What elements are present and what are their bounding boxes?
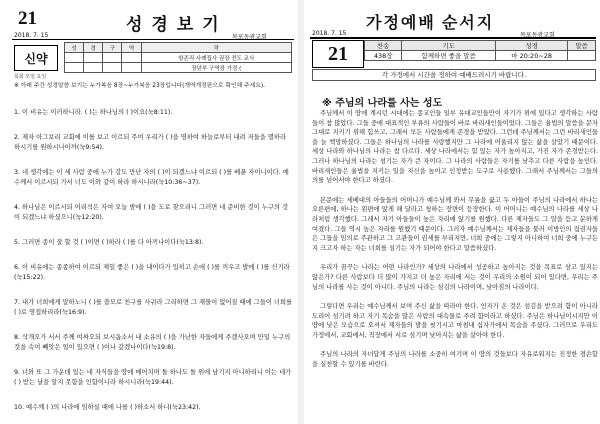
header-rule [310,37,596,39]
sermon-paragraph: 본문에는 세베대의 아들들의 어머니가 예수님께 와서 무릎을 꿇고 두 아들이 주님의 나라에서 하나는 오른편에, 하나는 왼편에 앉게 해 달라고 청하는 장면이 등장한다. 이 어머니는 예수님의 나라를 세상 나라처럼 생각했다. 그래서 자기 아들들이 높은 자리에 앉기를 원했다. 다른 제자들도 그 말을 듣고 분하게 여겼다. 그들 역시 높은 자리를 원했기 때문이다. 그러자 예수님께서는 제자들을 불러 이방인의 집권자들은 그들을 임의로 주관하고 그 고관들이 권세를 부리지만, 너희 중에는 그렇지 아니하여 너희 중에 누구든지 크고자 하는 자는 너희를 섬기는 자가 되어야 한다고 말씀하셨다. [312,196,598,252]
testament-label: 신약 [14,45,58,71]
question-item: 3. 네 생각에는 이 세 사람 중에 누가 강도 만난 자의 ( )이 되겠느냐 이르되 ( )를 베푼 자이니이다. 예수께서 이르시되 가서 너도 이와 같이 하라 하시니라(눅10:36~37). [14,169,289,186]
sermon-paragraph: 우리가 꿈꾸는 나라는 어떤 나라인가? 세상의 나라에서 성공하고 높아지는 것을 목표로 삼고 있지는 않은가? 다른 사람보다 더 많이 가지고 더 높은 자리에 서는 것이 우리의 소원이 되어 있다면, 우리는 주님의 나라를 사는 것이 아니다. 주님의 나라는 섬김의 나라이며, 낮아짐의 나라이다. [312,264,598,291]
question-item: 5. 그러면 종이 잘 할 것 ( )이면 ( )하라 ( )를 다 아끼나이다(눅13:8). [14,239,204,246]
schedule-table [64,42,292,73]
schedule-cell: 장년부 구역장 가정 ( [141,63,291,73]
schedule-note: 목회 모임 요일 [14,74,47,80]
schedule-cell [103,63,122,73]
schedule-cell [65,53,84,63]
order-cell [568,51,596,61]
family-worship-page [306,0,600,424]
page-title: 가정예배 순서지 [366,15,495,32]
question-item: 4. 하나님은 이르시되 어리석은 자여 오늘 밤에 ( )을 도로 찾으리니 그러면 네 준비한 것이 누구의 것이 되겠느냐 하셨으니(눅12:20). [14,204,289,221]
instructions: ※ 아래 주간 성경말씀 보기는 누가복음 8장~누가복음 23장입니다(개역개정판으로 확인해 주세요). [14,83,265,89]
order-cell: 마 20:20~28 [496,51,568,61]
schedule-cell [84,53,103,63]
table-row [65,63,292,73]
question-item: 7. 내가 너희에게 말하노니 ( )를 쓸모로 친구를 사귀라 그리하면 그 재물이 없어질 때에 그들이 너희를 ( )로 영접하리라(눅16:9). [14,299,293,316]
schedule-cell [122,53,141,63]
schedule-header-cell: 구 [103,43,122,53]
issue-number: 21 [18,8,37,29]
question-item: 2. 제자 아그보리 교회에 이를 보고 이르되 주여 우리가 ( )을 명하여 하늘로부터 내려 저들을 멸하라 하시기를 원하시나이까(눅9:54). [14,134,287,151]
issue-date: 2018. 7. 15 [14,32,49,39]
question-item: 1. 이 비유는 이러하니라. ( )는 하나님의 ( )이요(눅8:11). [14,109,173,116]
bible-reading-page [0,0,296,424]
sermon-body [312,109,598,380]
schedule-header-cell: 작 [141,43,291,53]
issue-date: 2018. 7. 15 [312,30,347,37]
schedule-header-cell: 경 [84,43,103,53]
question-list [14,108,294,424]
church-name: 목포동광교회 [520,32,555,39]
sermon-paragraph: 주님께서 이 땅에 계시던 시대에는 종교인들 일부 유대교인들만이 자기가 위에 있다고 생각하는 사람들이 참 많았다. 그들 중에 대표적인 부류의 사람들이 바로 바리새인들이었다. 그들은 율법의 말씀을 문자 그대로 지키기 위해 힘쓰고, 그래서 모든 사람들에게 존경을 받았다. 그런데 주님께서는 그런 바리새인들을 늘 책망하셨다. 그들은 하나님의 나라를 사랑했지만 그 나라에 어울리지 않는 삶을 살았기 때문이다. 세상 나라와 하나님의 나라는 참 다르다. 세상 나라에서는 힘 있는 자가 높아지고, 가진 자가 존경받는다. 그러나 하나님의 나라는 섬기는 자가 큰 자이다. 그 나라의 사람들은 자기를 낮추고 다른 사람을 높인다. 바리새인들은 율법을 지키는 일을 자신을 높이고 인정받는 도구로 사용했다. 그래서 주님께서는 그들의 의를 넘어서야 한다고 하셨다. [312,110,598,185]
sermon-paragraph: 주님의 나라의 자녀답게 주님의 나라를 소중히 여기며 이 땅의 것들보다 자유로워지는 진정한 겸손함을 실천할 수 있기를 바란다. [312,351,598,369]
schedule-cell [65,63,84,73]
order-cell: 함께하면 좋을 말씀 [402,51,496,61]
question-item: 10. 예수께 ( )의 나라에 임하실 때에 나를 ( )하소서 하니(눅23:42). [14,404,201,411]
question-item: 8. 삭개오가 서서 주께 여짜오되 보시옵소서 내 소유의 ( )을 가난한 자들에게 주겠사오며 만일 누구의 것을 속여 빼앗은 일이 있으면 ( )이나 갚겠나이다(눅19:8). [14,334,291,351]
worship-notice: 각 가정에서 시간을 정하여 예배드려시기 바랍니다. [312,69,596,81]
page-gutter [298,0,304,424]
schedule-cell [103,53,122,63]
order-header-cell: 기도 [402,41,496,51]
order-header-cell: 성경 [496,41,568,51]
sermon-paragraph: 그렇다면 우리는 예수님께서 보여 주신 삶을 따라야 한다. 인자가 온 것은 섬김을 받으려 함이 아니라 도리어 섬기려 하고 자기 목숨을 많은 사람의 대속물로 주려 함이라고 하셨다. 주님은 하나님이시지만 이 땅에 낮은 모습으로 오셔서 제자들의 발을 씻기시고 마침내 십자가에서 목숨을 주셨다. 그러므로 우리도 가정에서, 교회에서, 직장에서 서로 섬기며 낮아지는 삶을 살아야 한다. [312,303,598,339]
question-item: 9. 너와 또 그 가운데 있는 네 자식들을 땅에 메어치며 돌 하나도 돌 위에 남기지 아니하리니 이는 네가 ( ) 받는 날을 알지 못함을 인함이니라 하시니라(눅19:44). [14,369,292,386]
order-header-cell: 찬송 [365,41,402,51]
schedule-header-cell: 성 [65,43,84,53]
page-title: 성경보기 [126,15,228,34]
schedule-cell [84,63,103,73]
table-row [365,51,596,61]
header-rule [12,39,294,40]
church-name: 목포동광교회 [232,34,267,41]
order-cell: 438장 [365,51,402,61]
sermon-theme: ※ 주님의 나라를 사는 성도 [322,98,443,109]
worship-order-table [364,40,596,61]
table-row [65,53,292,63]
schedule-cell: 항존직 사례집사 권장 전도 교사 [141,53,291,63]
schedule-header-cell: 역 [122,43,141,53]
question-item: 6. 이 비유에는 종종하여 이르되 제일 좋은 ( )을 내어다가 입히고 손에 ( )를 끼우고 발에 ( )를 신기라(눅15:22). [14,264,290,281]
order-header-cell: 말씀 [568,41,596,51]
issue-number: 21 [312,40,364,68]
schedule-cell [122,63,141,73]
